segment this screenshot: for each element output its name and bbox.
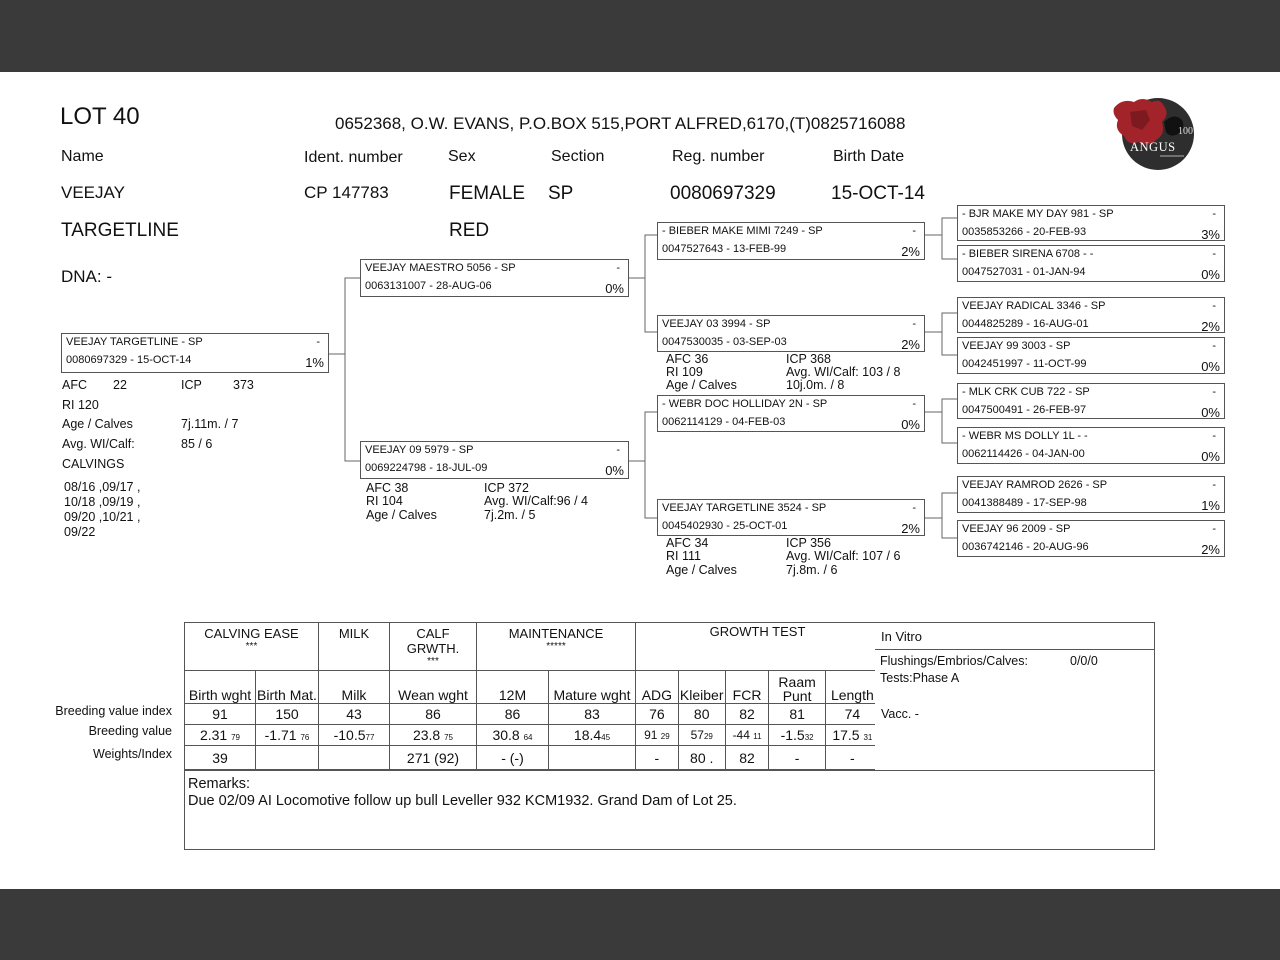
- animal-ident: CP 147783: [304, 183, 389, 202]
- invitro-label: In Vitro: [881, 629, 922, 644]
- subject-age: 7j.11m. / 7: [181, 417, 239, 431]
- dam-reg: 0069224798 - 18-JUL-09: [365, 462, 488, 474]
- dam-dam-dash: -: [912, 502, 916, 514]
- sire-dam-dash: -: [912, 318, 916, 330]
- calvings-label: CALVINGS: [62, 457, 125, 471]
- remarks-label: Remarks:: [188, 776, 251, 792]
- gg-dash: -: [1212, 430, 1216, 442]
- bv-cell: [256, 725, 319, 746]
- gg-reg: 0047527031 - 01-JAN-94: [962, 266, 1086, 278]
- group-label: MAINTENANCE: [508, 626, 604, 641]
- bv-value: -44: [732, 728, 750, 742]
- col-kleiber: Kleiber: [678, 671, 725, 704]
- dam-sire-box: [657, 395, 925, 432]
- sire-sire-reg: 0047527643 - 13-FEB-99: [662, 243, 787, 255]
- weight-cell: -: [769, 746, 825, 770]
- great-grandparent-box: [957, 383, 1225, 419]
- index-cell: 91: [185, 704, 256, 725]
- col-fcr: FCR: [725, 671, 769, 704]
- header-reg: Reg. number: [672, 148, 765, 165]
- index-cell: 80: [678, 704, 725, 725]
- bv-accuracy: 11: [753, 732, 762, 741]
- bv-accuracy: 45: [601, 733, 611, 742]
- great-grandparent-box: [957, 245, 1225, 282]
- header-name: Name: [61, 148, 104, 165]
- dam-dam-age-label: Age / Calves: [666, 563, 737, 577]
- dam-dam-age: 7j.8m. / 6: [786, 563, 838, 577]
- group-calving-ease: [185, 623, 319, 671]
- subject-avg-label: Avg. WI/Calf:: [62, 437, 135, 451]
- sire-dam-age: 10j.0m. / 8: [786, 378, 845, 392]
- header-birth: Birth Date: [833, 148, 905, 165]
- flushings-label: Flushings/Embrios/Calves:: [880, 654, 1028, 668]
- col-mature-weight: Mature wght: [549, 671, 636, 704]
- gg-dash: -: [1212, 386, 1216, 398]
- gg-dash: -: [1212, 248, 1216, 260]
- remarks-box: [184, 770, 1155, 850]
- col-birth-weight: Birth wght: [185, 671, 256, 704]
- weight-cell: 80 .: [678, 746, 725, 770]
- dam-afc: AFC 38: [366, 481, 409, 495]
- sire-dam-pct: 2%: [901, 337, 920, 352]
- dam-age: 7j.2m. / 5: [484, 508, 536, 522]
- gg-dash: -: [1212, 523, 1216, 535]
- dam-ri: RI 104: [366, 494, 403, 508]
- index-cell: 86: [390, 704, 477, 725]
- index-cell: 150: [256, 704, 319, 725]
- bv-accuracy: 79: [231, 733, 241, 742]
- gg-name: - BJR MAKE MY DAY 981 - SP: [962, 208, 1114, 220]
- gg-name: - MLK CRK CUB 722 - SP: [962, 386, 1090, 398]
- bv-value: -10.5: [333, 727, 366, 743]
- gg-reg: 0062114426 - 04-JAN-00: [962, 448, 1085, 460]
- dam-dam-box: [657, 499, 925, 536]
- dam-sire-reg: 0062114129 - 04-FEB-03: [662, 416, 786, 428]
- great-grandparent-box: [957, 297, 1225, 333]
- bv-cell: [825, 725, 879, 746]
- gg-name: VEEJAY 99 3003 - SP: [962, 340, 1071, 352]
- calvings-line: 09/20 ,10/21 ,: [64, 510, 141, 524]
- row-label-weights: Weights/Index: [93, 747, 172, 761]
- index-cell: 83: [549, 704, 636, 725]
- gg-pct: 3%: [1201, 227, 1220, 242]
- gg-pct: 0%: [1201, 449, 1220, 464]
- vacc-label: Vacc. -: [881, 707, 919, 721]
- dam-sire-pct: 0%: [901, 417, 920, 432]
- gg-name: VEEJAY RADICAL 3346 - SP: [962, 300, 1106, 312]
- dam-dam-reg: 0045402930 - 25-OCT-01: [662, 520, 788, 532]
- sire-dam-box: [657, 315, 925, 352]
- animal-name-line1: VEEJAY: [61, 183, 125, 202]
- dam-sire-name: - WEBR DOC HOLLIDAY 2N - SP: [662, 398, 828, 410]
- great-grandparent-box: [957, 427, 1225, 464]
- sire-reg: 0063131007 - 28-AUG-06: [365, 280, 492, 292]
- weight-cell: 271 (92): [390, 746, 477, 770]
- gg-dash: -: [1212, 208, 1216, 220]
- sire-dam-age-label: Age / Calves: [666, 378, 737, 392]
- group-label: CALF GRWTH.: [406, 626, 460, 656]
- bv-accuracy: 29: [703, 732, 713, 741]
- bv-cell: [769, 725, 825, 746]
- gg-name: VEEJAY 96 2009 - SP: [962, 523, 1071, 535]
- subject-reg: 0080697329 - 15-OCT-14: [66, 354, 192, 366]
- index-cell: 43: [319, 704, 390, 725]
- gg-name: - BIEBER SIRENA 6708 - -: [962, 248, 1094, 260]
- bv-value: 17.5: [832, 727, 860, 743]
- col-milk: Milk: [319, 671, 390, 704]
- gg-reg: 0042451997 - 11-OCT-99: [962, 358, 1087, 370]
- animal-color: RED: [449, 220, 490, 241]
- dam-icp: ICP 372: [484, 481, 529, 495]
- calvings-list: [64, 480, 140, 540]
- animal-name-line2: TARGETLINE: [61, 220, 179, 241]
- dam-pct: 0%: [605, 463, 624, 478]
- header-sex: Sex: [448, 148, 476, 165]
- col-12m: 12M: [477, 671, 549, 704]
- dam-sire-dash: -: [912, 398, 916, 410]
- bv-cell: [477, 725, 549, 746]
- dam-age-label: Age / Calves: [366, 508, 437, 522]
- bv-value: 30.8: [492, 727, 520, 743]
- gg-pct: 1%: [1201, 498, 1220, 513]
- dam-dam-icp: ICP 356: [786, 536, 831, 550]
- bv-accuracy: 64: [523, 733, 533, 742]
- bv-accuracy: 76: [300, 733, 310, 742]
- dam-dam-ri: RI 111: [666, 549, 701, 563]
- subject-pct: 1%: [305, 355, 324, 370]
- animal-birth: 15-OCT-14: [831, 183, 925, 204]
- gg-name: VEEJAY RAMROD 2626 - SP: [962, 479, 1108, 491]
- bv-accuracy: 77: [365, 733, 375, 742]
- gg-pct: 2%: [1201, 319, 1220, 334]
- group-calf-growth: [390, 623, 477, 671]
- bv-cell: [636, 725, 679, 746]
- col-adg: ADG: [636, 671, 679, 704]
- bv-cell: [390, 725, 477, 746]
- index-cell: 82: [725, 704, 769, 725]
- weight-cell: [319, 746, 390, 770]
- pedigree-sheet: [0, 72, 1280, 889]
- bv-accuracy: 32: [804, 733, 814, 742]
- gg-reg: 0036742146 - 20-AUG-96: [962, 541, 1089, 553]
- sire-name: VEEJAY MAESTRO 5056 - SP: [365, 262, 516, 274]
- col-wean-weight: Wean wght: [390, 671, 477, 704]
- calvings-line: 10/18 ,09/19 ,: [64, 495, 141, 509]
- bv-value: 23.8: [412, 727, 441, 743]
- sire-dam-icp: ICP 368: [786, 352, 831, 366]
- group-growth-test: GROWTH TEST: [636, 623, 880, 671]
- weight-cell: [256, 746, 319, 770]
- sire-sire-dash: -: [912, 225, 916, 237]
- bv-cell: [678, 725, 725, 746]
- side-divider: [875, 649, 1154, 650]
- bv-value: 91: [644, 728, 658, 742]
- sire-dam-afc: AFC 36: [666, 352, 709, 366]
- animal-sex: FEMALE: [449, 183, 526, 204]
- weight-cell: 39: [185, 746, 256, 770]
- subject-dash: -: [316, 336, 320, 348]
- sire-box: [360, 259, 629, 297]
- sire-dam-avg: Avg. WI/Calf: 103 / 8: [786, 365, 901, 379]
- tests-label: Tests:Phase A: [880, 671, 960, 685]
- subject-afc-label: AFC: [62, 378, 87, 392]
- gg-reg: 0035853266 - 20-FEB-93: [962, 226, 1087, 238]
- dam-box: [360, 441, 629, 479]
- subject-ri: RI 120: [62, 398, 99, 412]
- subject-box: [61, 333, 329, 373]
- group-stars: ***: [427, 656, 439, 667]
- dam-dam-afc: AFC 34: [666, 536, 709, 550]
- sire-dam-ri: RI 109: [666, 365, 703, 379]
- breeding-value-table: [184, 622, 880, 770]
- gg-reg: 0044825289 - 16-AUG-01: [962, 318, 1089, 330]
- group-stars: ***: [245, 641, 258, 652]
- bv-value: 57: [690, 728, 704, 742]
- great-grandparent-box: [957, 476, 1225, 513]
- gg-pct: 2%: [1201, 542, 1220, 557]
- bv-cell: [549, 725, 636, 746]
- row-label-bv: Breeding value: [88, 724, 172, 738]
- group-milk: MILK: [319, 623, 390, 671]
- sire-sire-box: [657, 222, 925, 260]
- gg-dash: -: [1212, 340, 1216, 352]
- subject-afc: 22: [113, 378, 127, 392]
- great-grandparent-box: [957, 205, 1225, 241]
- group-label: CALVING EASE: [204, 626, 299, 641]
- index-cell: 81: [769, 704, 825, 725]
- dam-avg: Avg. WI/Calf:96 / 4: [484, 494, 588, 508]
- weight-cell: 82: [725, 746, 769, 770]
- remarks-text: Due 02/09 AI Locomotive follow up bull Leveller 932 KCM1932. Grand Dam of Lot 25.: [188, 793, 737, 809]
- bv-accuracy: 29: [660, 732, 670, 741]
- index-cell: 86: [477, 704, 549, 725]
- bv-value: 18.4: [573, 727, 602, 743]
- header-section: Section: [551, 148, 605, 165]
- bv-value: 2.31: [199, 727, 228, 743]
- dam-dam-name: VEEJAY TARGETLINE 3524 - SP: [662, 502, 827, 514]
- dam-dam-pct: 2%: [901, 521, 920, 536]
- sire-pct: 0%: [605, 281, 624, 296]
- calvings-line: 08/16 ,09/17 ,: [64, 480, 141, 494]
- owner-info: 0652368, O.W. EVANS, P.O.BOX 515,PORT ALFRED,6170,(T)0825716088: [335, 114, 906, 133]
- subject-age-label: Age / Calves: [62, 417, 133, 431]
- sire-dam-reg: 0047530035 - 03-SEP-03: [662, 336, 787, 348]
- bv-accuracy: 31: [863, 733, 873, 742]
- dam-dam-avg: Avg. WI/Calf: 107 / 6: [786, 549, 901, 563]
- weight-cell: -: [636, 746, 679, 770]
- bv-cell: [725, 725, 769, 746]
- header-ident: Ident. number: [304, 149, 403, 166]
- side-info-box: [875, 622, 1155, 771]
- subject-icp-label: ICP: [181, 378, 202, 392]
- dna-status: DNA: -: [61, 267, 112, 286]
- sire-sire-name: - BIEBER MAKE MIMI 7249 - SP: [662, 225, 823, 237]
- col-length: Length: [825, 671, 879, 704]
- bv-value: -1.71: [264, 727, 297, 743]
- angus-logo: [1112, 94, 1194, 172]
- gg-pct: 0%: [1201, 359, 1220, 374]
- index-cell: 76: [636, 704, 679, 725]
- animal-section: SP: [548, 183, 574, 204]
- bv-cell: [185, 725, 256, 746]
- animal-reg: 0080697329: [670, 183, 776, 204]
- logo-text: ANGUS: [1130, 140, 1176, 154]
- group-stars: *****: [546, 641, 566, 652]
- group-maintenance: [477, 623, 636, 671]
- gg-pct: 0%: [1201, 267, 1220, 282]
- bv-value: -1.5: [780, 727, 805, 743]
- flushings-value: 0/0/0: [1070, 654, 1098, 668]
- weight-cell: [549, 746, 636, 770]
- subject-avg: 85 / 6: [181, 437, 213, 451]
- gg-reg: 0041388489 - 17-SEP-98: [962, 497, 1087, 509]
- index-cell: 74: [825, 704, 879, 725]
- weight-cell: - (-): [477, 746, 549, 770]
- sire-dam-name: VEEJAY 03 3994 - SP: [662, 318, 771, 330]
- dam-name: VEEJAY 09 5979 - SP: [365, 444, 474, 456]
- subject-icp: 373: [233, 378, 254, 392]
- great-grandparent-box: [957, 520, 1225, 557]
- gg-reg: 0047500491 - 26-FEB-97: [962, 404, 1087, 416]
- sire-dash: -: [616, 262, 620, 274]
- gg-dash: -: [1212, 300, 1216, 312]
- weight-cell: -: [825, 746, 879, 770]
- gg-name: - WEBR MS DOLLY 1L - -: [962, 430, 1088, 442]
- bv-cell: [319, 725, 390, 746]
- calvings-line: 09/22: [64, 525, 96, 539]
- dam-dash: -: [616, 444, 620, 456]
- col-raam-punt: Raam Punt: [769, 671, 825, 704]
- sire-sire-pct: 2%: [901, 244, 920, 259]
- svg-text:100: 100: [1178, 126, 1193, 137]
- bv-accuracy: 75: [444, 733, 454, 742]
- lot-number: LOT 40: [60, 103, 140, 130]
- row-label-index: Breeding value index: [55, 704, 172, 718]
- subject-name: VEEJAY TARGETLINE - SP: [66, 336, 203, 348]
- gg-dash: -: [1212, 479, 1216, 491]
- col-birth-mat: Birth Mat.: [256, 671, 319, 704]
- gg-pct: 0%: [1201, 405, 1220, 420]
- great-grandparent-box: [957, 337, 1225, 374]
